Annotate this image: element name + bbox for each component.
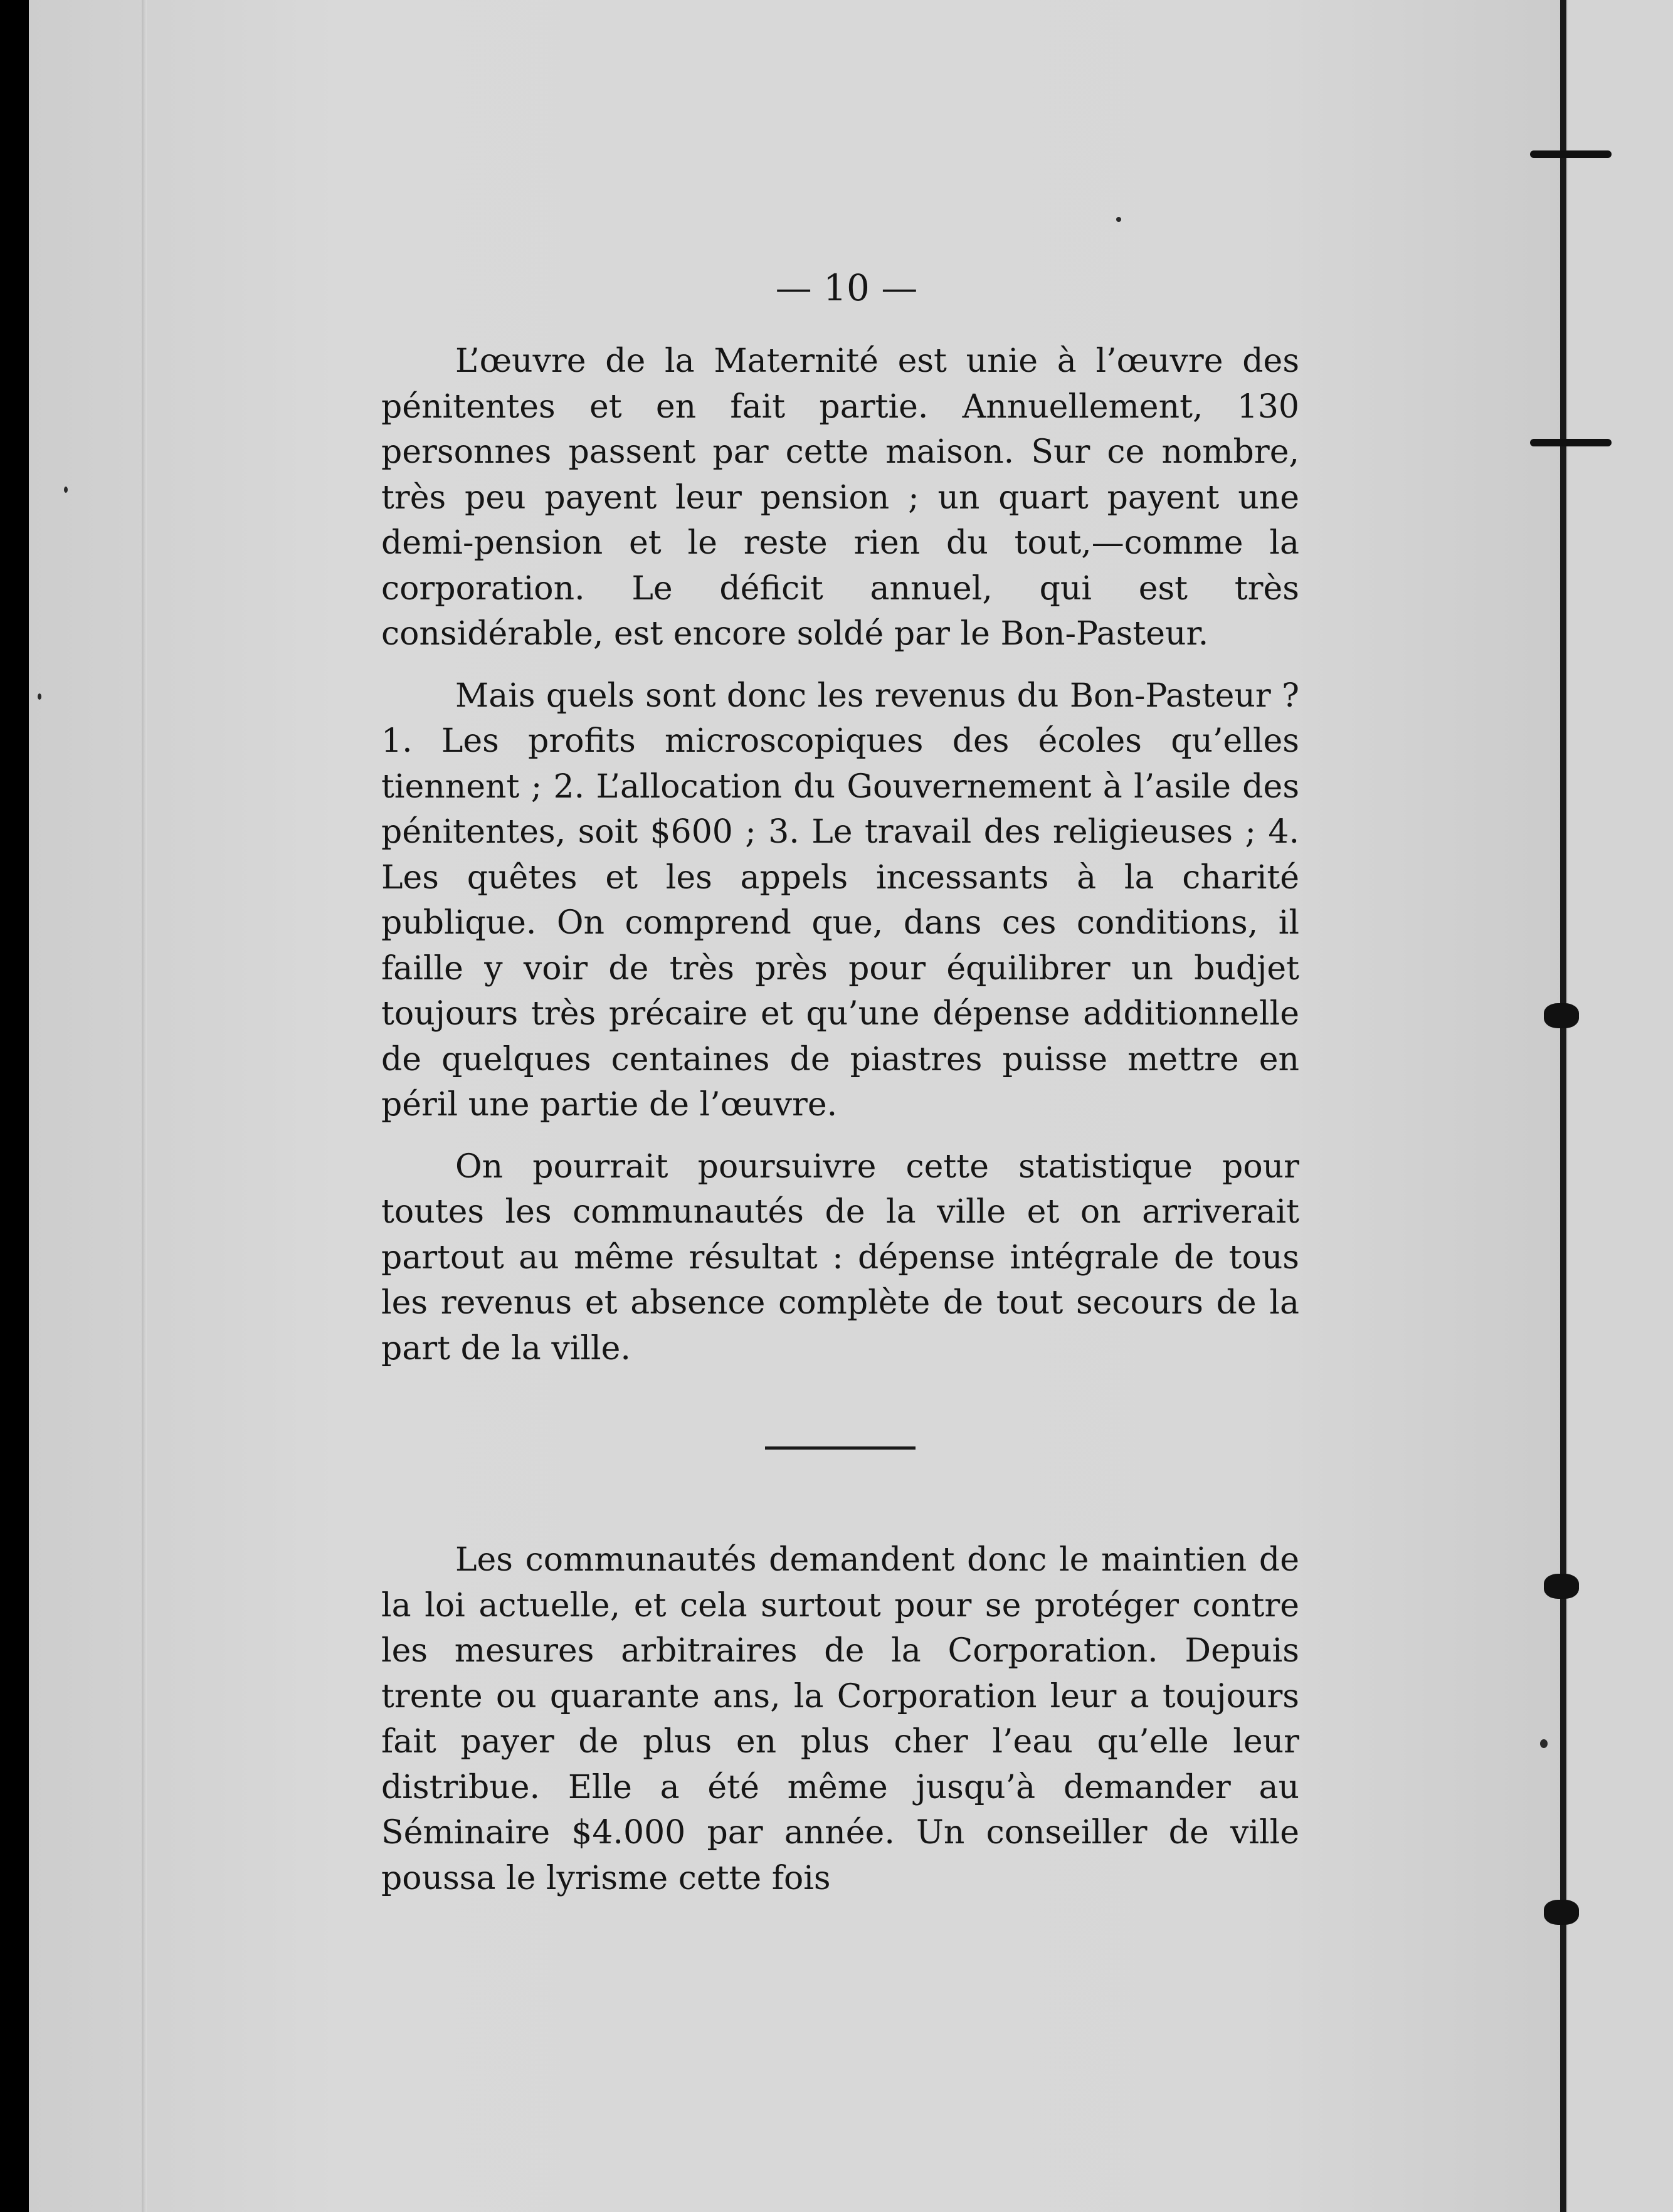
paper-speck bbox=[64, 487, 68, 493]
binding-thread bbox=[1560, 0, 1566, 2212]
page-number: — 10 — bbox=[775, 266, 918, 309]
scan-left-border bbox=[0, 0, 29, 2212]
paragraph-communautes: Les communautés demandent donc le maintien de la loi actuelle, et cela surtout pour se protéger contre les mesures arbitraires de la Corporation. Depuis trente ou quarante ans, la Corporation leur a toujours fait payer de plus en plus cher l’eau qu’elle leur distribue. Elle a été même jusqu’à demander au Séminaire $4.000 par année. Un conseiller de ville poussa le lyrisme cette fois bbox=[381, 1541, 1299, 1897]
scan-right-margin bbox=[1568, 0, 1673, 2212]
section-divider bbox=[765, 1446, 916, 1450]
page-fold-edge bbox=[142, 0, 147, 2212]
binding-stitch bbox=[1530, 439, 1612, 446]
binding-knot bbox=[1544, 1574, 1579, 1599]
paragraph-maternite: L’œuvre de la Maternité est unie à l’œuvre des pénitentes et en fait partie. Annuellement, 130 personnes passent par cette maison. Sur ce nombre, très peu payent leur pension ; un quart payent une demi-pension et le reste rien du tout,—comme la corporation. Le déficit annuel, qui est très considérable, est encore soldé par le Bon-Pasteur. bbox=[381, 342, 1299, 653]
binding-knot bbox=[1544, 1900, 1579, 1925]
paper-speck bbox=[1540, 1739, 1548, 1748]
paper-speck bbox=[38, 693, 41, 700]
paragraph-revenus: Mais quels sont donc les revenus du Bon-Pasteur ? 1. Les profits microscopiques des écoles qu’elles tiennent ; 2. L’allocation du Gouvernement à l’asile des pénitentes, soit $600 ; 3. Le travail des religieuses ; 4. Les quêtes et les appels incessants à la charité publique. On comprend que, dans ces conditions, il faille y voir de très près pour équilibrer un budjet toujours très précaire et qu’une dépense additionnelle de quelques centaines de piastres puisse mettre en péril une partie de l’œuvre. bbox=[381, 677, 1299, 1124]
binding-knot bbox=[1544, 1003, 1579, 1028]
binding-stitch bbox=[1530, 150, 1612, 158]
paper-speck bbox=[1116, 217, 1121, 222]
paragraph-statistique: On pourrait poursuivre cette statistique pour toutes les communautés de la ville et on arriverait partout au même résultat : dépense intégrale de tous les revenus et absence complète de tout secours de la part de la ville. bbox=[381, 1147, 1299, 1367]
body-text bbox=[381, 339, 1299, 1917]
